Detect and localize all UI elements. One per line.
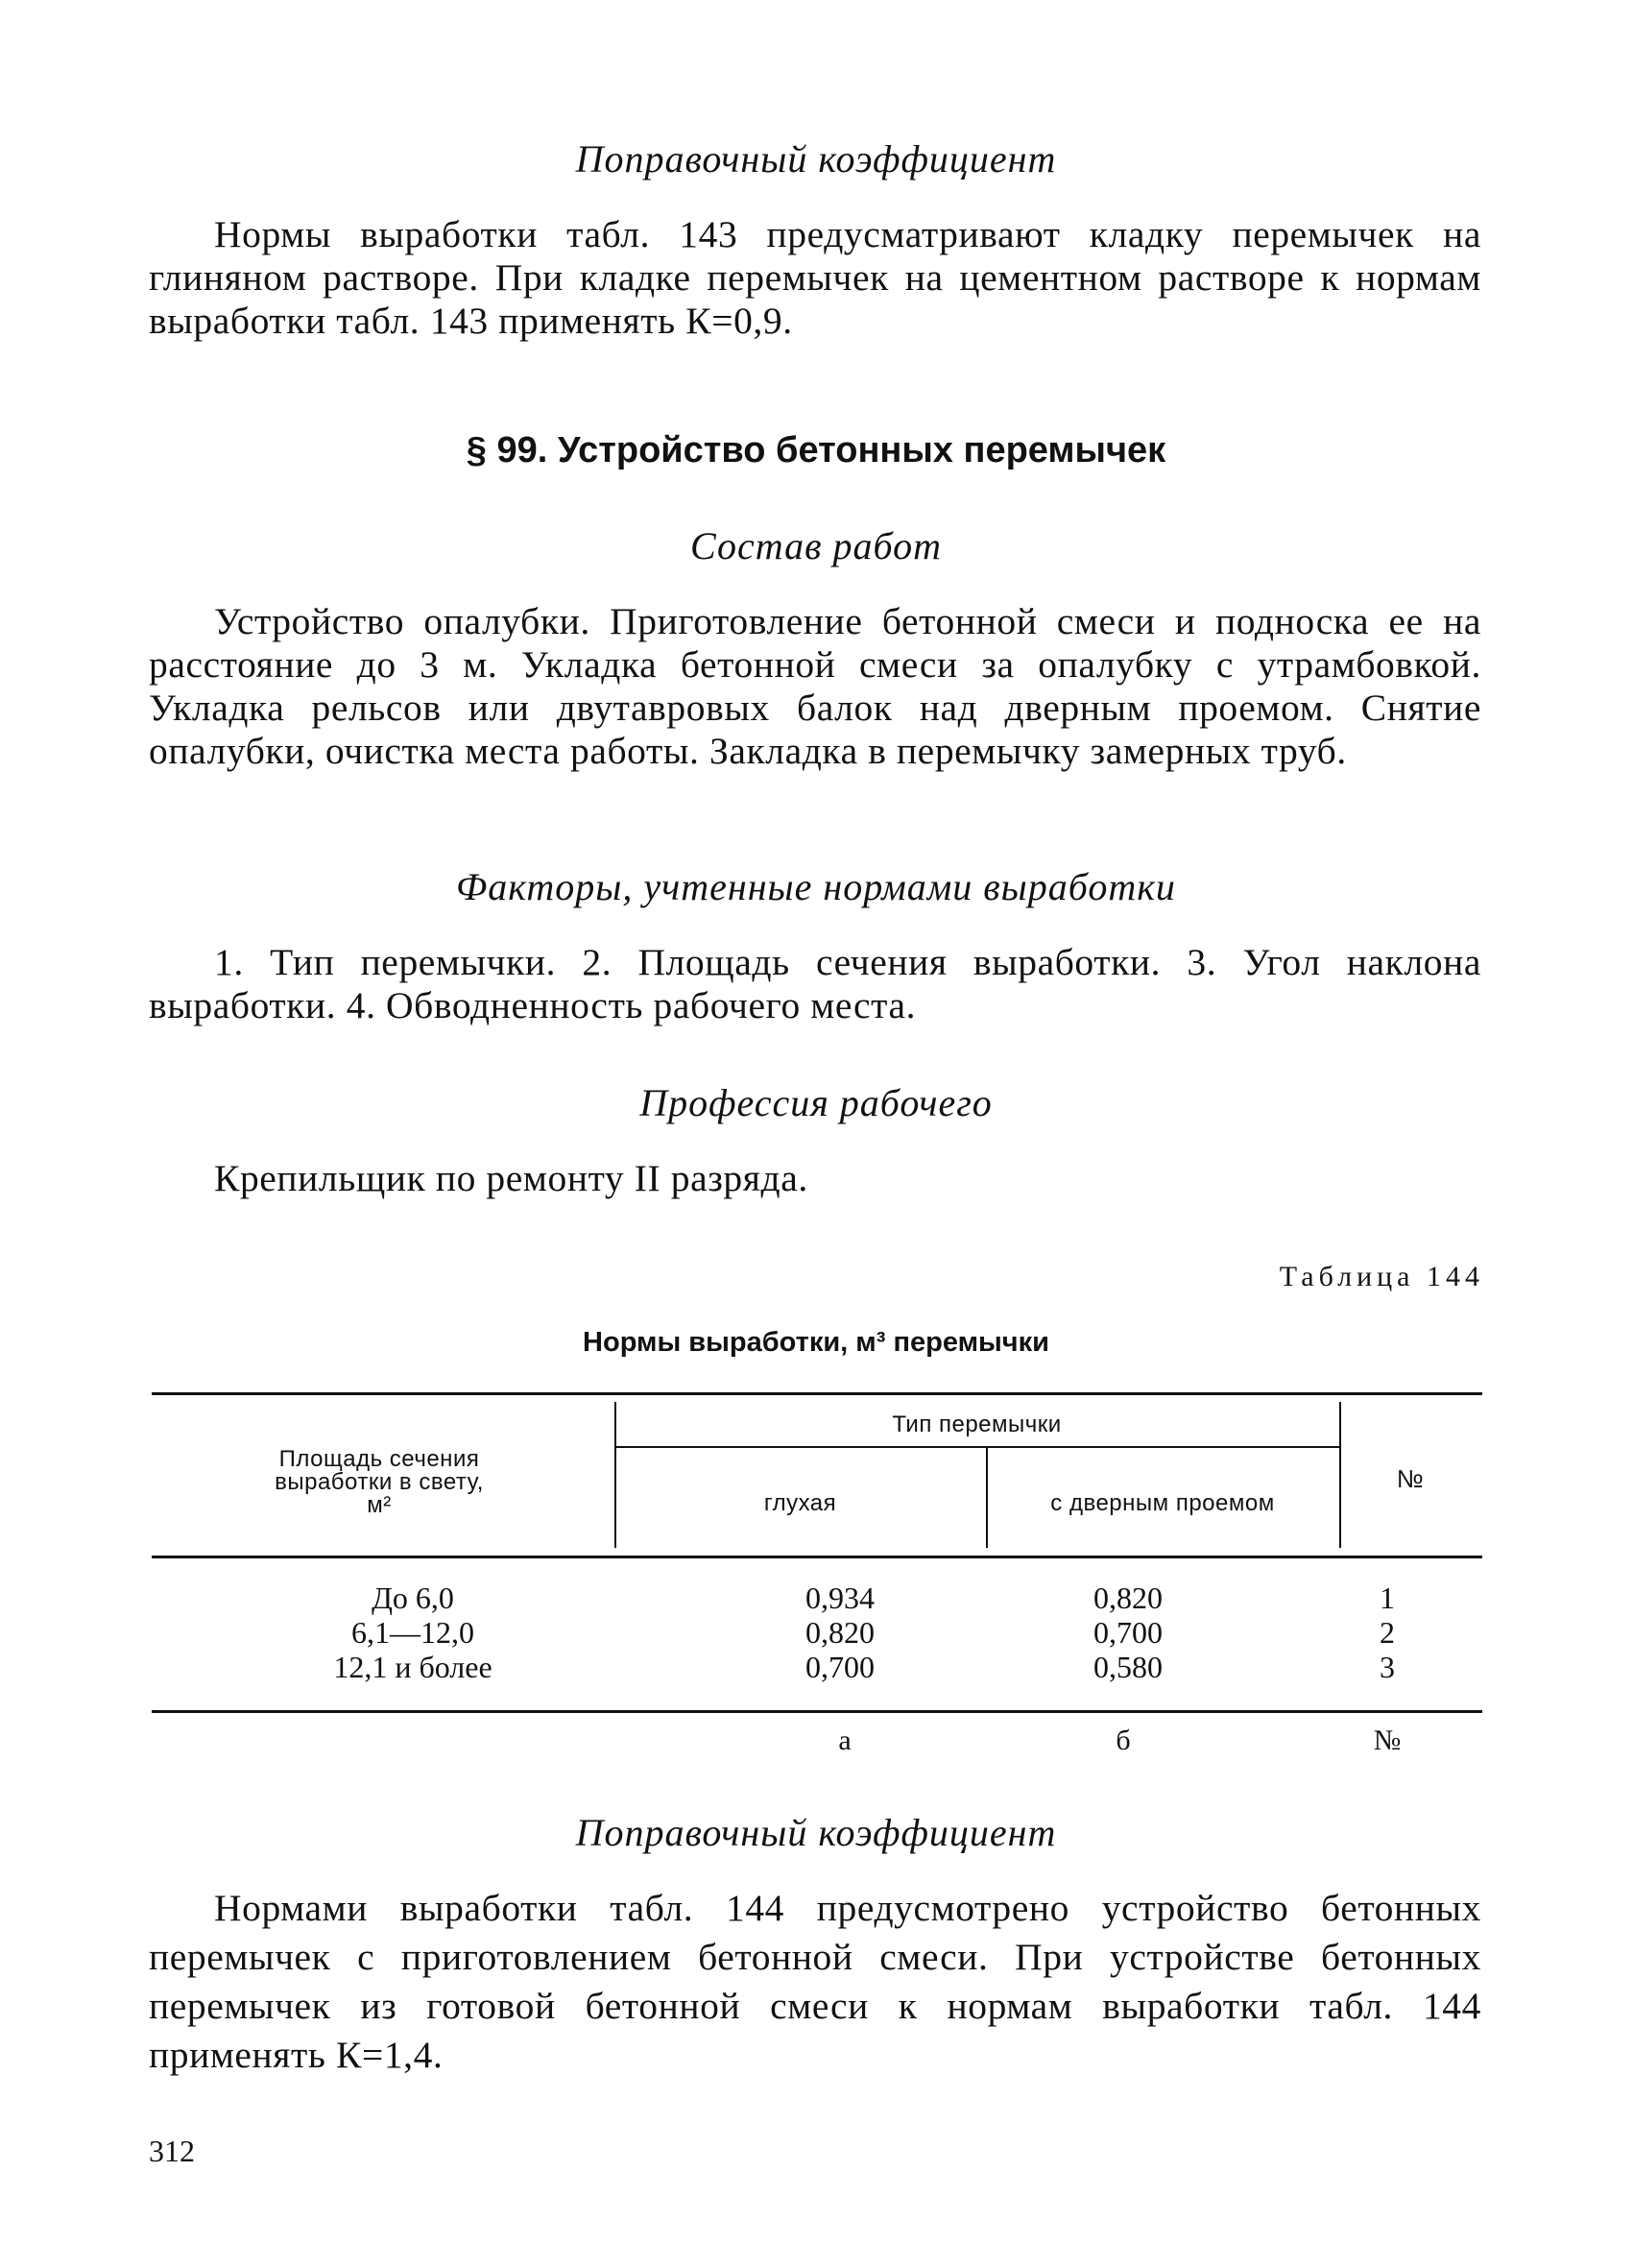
factors-heading: Факторы, учтенные нормами выработки xyxy=(456,865,1176,908)
correction-heading-1: Поправочный коэффициент xyxy=(575,137,1057,181)
correction-text-2: Нормами выработки табл. 144 предусмотрено устройство бетонных перемычек с приготовлением бетонной смеси. При устройстве бетонных перемычек из готовой бетонной смеси к нормам выработки табл. 144 применять К=1,4. xyxy=(149,1887,1481,2076)
page-number: 312 xyxy=(149,2134,195,2168)
profession-heading: Профессия рабочего xyxy=(639,1081,993,1124)
header-type-group: Тип перемычки xyxy=(892,1411,1062,1437)
row-2-number: 2 xyxy=(1380,1615,1395,1650)
factors-text: 1. Тип перемычки. 2. Площадь сечения выработки. 3. Угол наклона выработки. 4. Обводненность рабочего места. xyxy=(149,941,1481,1026)
section-title: § 99. Устройство бетонных перемычек xyxy=(466,430,1166,470)
row-1-area: До 6,0 xyxy=(372,1580,454,1615)
composition-text: Устройство опалубки. Приготовление бетонной смеси и подноска ее на расстояние до 3 м. Укладка бетонной смеси за опалубку с утрамбовкой. Укладка рельсов или двутавровых балок над дверным проемом. Снятие опалубки, очистка места работы. Закладка в перемычку замерных труб. xyxy=(149,600,1481,772)
composition-heading: Состав работ xyxy=(690,524,942,567)
header-number: № xyxy=(1396,1464,1425,1493)
row-1-door: 0,820 xyxy=(1093,1580,1163,1615)
header-area: Площадь сечения выработки в свету, м² xyxy=(275,1446,484,1518)
table-label: Таблица 144 xyxy=(1279,1261,1484,1292)
table-title: Нормы выработки, м³ перемычки xyxy=(583,1327,1049,1358)
row-1-solid: 0,934 xyxy=(805,1580,875,1615)
footer-number: № xyxy=(1373,1725,1402,1756)
table-header-bottom-rule xyxy=(152,1556,1482,1558)
table-bottom-rule xyxy=(152,1710,1482,1713)
footer-a: а xyxy=(838,1725,852,1756)
row-2-solid: 0,820 xyxy=(805,1615,875,1650)
profession-text: Крепильщик по ремонту II разряда. xyxy=(214,1157,808,1199)
row-2-area: 6,1—12,0 xyxy=(351,1615,474,1650)
correction-text-1: Нормы выработки табл. 143 предусматривают кладку перемычек на глиняном растворе. При кладке перемычек на цементном растворе к нормам выработки табл. 143 применять К=0,9. xyxy=(149,213,1481,342)
correction-heading-2: Поправочный коэффициент xyxy=(575,1811,1057,1854)
row-2-door: 0,700 xyxy=(1093,1615,1163,1650)
table-subheader-rule xyxy=(614,1446,1339,1448)
row-3-solid: 0,700 xyxy=(805,1650,875,1684)
table-top-rule xyxy=(152,1392,1482,1395)
header-door: с дверным проемом xyxy=(1050,1490,1275,1516)
footer-b: б xyxy=(1116,1725,1131,1756)
row-1-number: 1 xyxy=(1380,1580,1395,1615)
header-solid: глухая xyxy=(763,1490,837,1516)
row-3-area: 12,1 и более xyxy=(333,1650,492,1684)
row-3-number: 3 xyxy=(1380,1650,1395,1684)
row-3-door: 0,580 xyxy=(1093,1650,1163,1684)
